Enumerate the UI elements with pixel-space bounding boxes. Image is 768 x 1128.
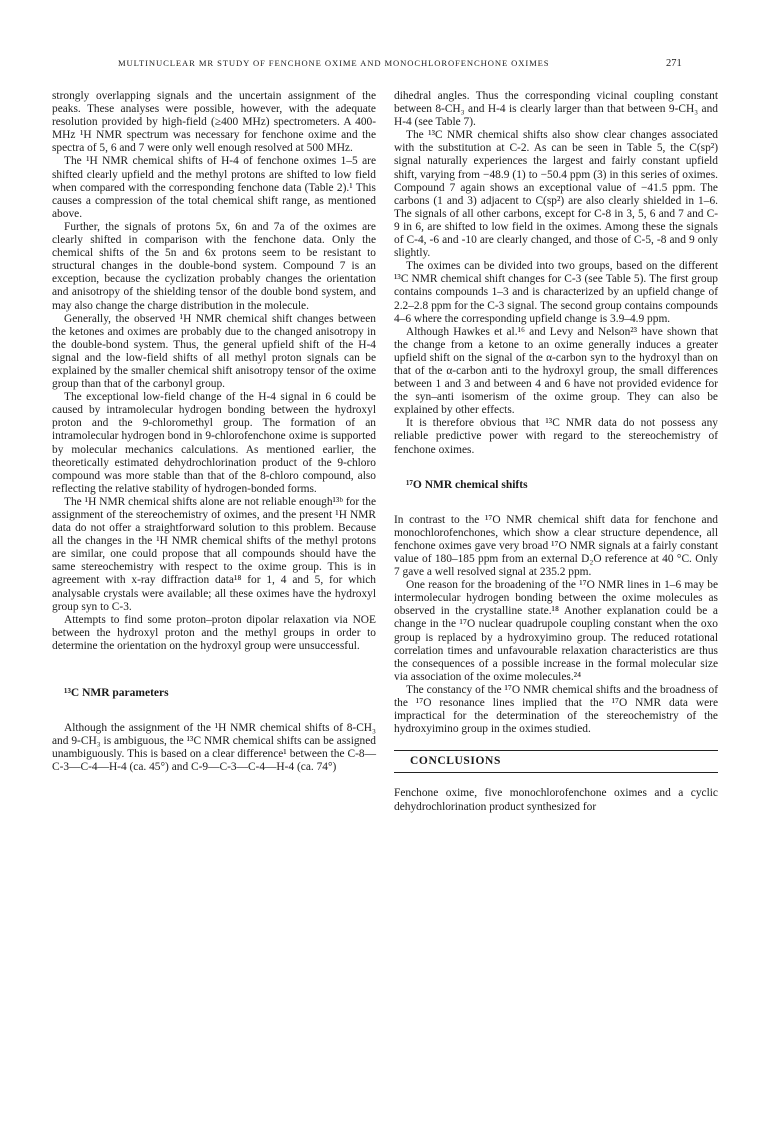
paragraph: Further, the signals of protons 5x, 6n and 7a of the oximes are clearly shifted in comparison with the fenchone data. Only the chemical shifts of the 5n and 6x protons seem to be resistant to structural changes in the double-bond system. Compound 7 is an exception, because the cyclization probably changes the orientation and anisotropy of the shielding tensor of the double bond system, and may also change the charge distribution in the molecule. — [52, 220, 376, 312]
paragraph: dihedral angles. Thus the corresponding vicinal coupling constant between 8-CH₃ and H-4 is clearly larger than that between 9-CH₃ and H-4 (see Table 7). — [394, 90, 718, 129]
paragraph: strongly overlapping signals and the uncertain assignment of the peaks. These analyses were possible, however, with the adequate resolution provided by high-field (≥400 MHz) spectrometers. A 400-MHz ¹H NMR spectrum was necessary for fenchone oxime and the spectra of 5, 6 and 7 were only well enough resolved at 500 MHz. — [52, 90, 376, 155]
section-heading-17o: ¹⁷O NMR chemical shifts — [406, 478, 528, 491]
paragraph: Although the assignment of the ¹H NMR chemical shifts of 8-CH₃ and 9-CH₃ is ambiguous, the ¹³C NMR chemical shifts can be assigned unambiguously. This is based on a clear difference¹ between the C-8—C-3—C-4—H-4 (ca. 45°) and C-9—C-3—C-4—H-4 (ca. 74°) — [52, 722, 376, 774]
left-column — [52, 90, 376, 775]
paragraph: The exceptional low-field change of the H-4 signal in 6 could be caused by intramolecular hydrogen bonding between the hydroxyl proton and the 9-chloromethyl group. The formation of an intramolecular hydrogen bond in 9-chlorofenchone oxime is supported by molecular mechanics calculations. As mentioned earlier, the theoretically estimated dehydrochlorination product of the 9-chloro compound was more stable than that of the 8-chloro compound, also reflecting the relative stability of hydrogen-bonded forms. — [52, 391, 376, 495]
paragraph: The ¹H NMR chemical shifts of H-4 of fenchone oximes 1–5 are shifted clearly upfield and the methyl protons are shifted to low field when compared with the corresponding fenchone data (Table 2).¹ This causes a compression of the total chemical shift range, as mentioned above. — [52, 155, 376, 220]
page-number: 271 — [666, 58, 682, 69]
paragraph: The ¹³C NMR chemical shifts also show clear changes associated with the substitution at C-2. As can be seen in Table 5, the C(sp²) signal naturally experiences the largest and fairly constant upfield shift, varying from −48.9 (1) to −50.4 ppm (3) in this series of oximes. Compound 7 again shows an exceptional value of −41.5 ppm. The carbons (1 and 3) adjacent to C(sp²) are also clearly shielded in 1–6. The signals of all other carbons, except for C-8 in 3, 5, 6 and 7 and C-9 in 6, are shifted to low field in the oximes. Among these the signals of C-4, -6 and -10 are clearly changed, and those of C-5, -8 and 9 only slightly. — [394, 129, 718, 260]
running-header — [0, 58, 768, 74]
paragraph: Although Hawkes et al.¹⁶ and Levy and Nelson²³ have shown that the change from a ketone to an oxime generally induces a greater upfield shift on the signal of the α-carbon syn to the hydroxyl than on that of the α-carbon anti to the hydroxyl group, the small differences between 1 and 3 and between 4 and 6 have not provided evidence for the syn–anti isomerism of the oxime group. They can also be explained by other effects. — [394, 325, 718, 417]
right-column — [394, 90, 718, 814]
paragraph: It is therefore obvious that ¹³C NMR data do not possess any reliable predictive power with regard to the stereochemistry of fenchone oximes. — [394, 417, 718, 456]
paragraph: The ¹H NMR chemical shifts alone are not reliable enough¹³ᵇ for the assignment of the stereochemistry of oximes, and the present ¹H NMR data do not offer a straightforward solution to this problem. Because all the changes in the ¹H NMR chemical shifts of the methyl protons are similar, one could propose that all compounds should have the same stereochemistry with respect to the oxime group. This is in agreement with x-ray diffraction data¹⁸ for 1, 4 and 5, for which analysable crystals were available; all these oximes have the hydroxyl group syn to C-3. — [52, 495, 376, 613]
section-heading-13c: ¹³C NMR parameters — [64, 687, 169, 700]
paragraph: Attempts to find some proton–proton dipolar relaxation via NOE between the hydroxyl proton and the methyl groups in order to determine the orientation on the hydroxyl group were unsuccessful. — [52, 613, 376, 652]
paragraph: Fenchone oxime, five monochlorofenchone oximes and a cyclic dehydrochlorination product synthesized for — [394, 787, 718, 813]
paragraph: In contrast to the ¹⁷O NMR chemical shift data for fenchone and monochlorofenchones, which show a clear structure dependence, all fenchone oximes gave very broad ¹⁷O NMR signals at a fairly constant value of 180–185 ppm from an external D₂O reference at 40 °C. Only 7 gave a well resolved signal at 235.2 ppm. — [394, 513, 718, 579]
paragraph: One reason for the broadening of the ¹⁷O NMR lines in 1–6 may be intermolecular hydrogen bonding between the oxime molecules as observed in the crystalline state.¹⁸ Another explanation could be a change in the ¹⁷O nuclear quadrupole coupling constant when the oxo group is replaced by a hydroxyimino group. The reduced rotational correlation times and unfavourable relaxation characteristics are thus the consequences of a possible increase in the formal molecular size via association of the oxime molecules.²⁴ — [394, 579, 718, 683]
paragraph: The oximes can be divided into two groups, based on the different ¹³C NMR chemical shift changes for C-3 (see Table 5). The first group contains compounds 1–3 and is characterized by an upfield change of 2.2–2.8 ppm for the C-3 signal. The second group contains compounds 4–6 where the corresponding upfield change is 3.9–4.9 ppm. — [394, 260, 718, 325]
paragraph: Generally, the observed ¹H NMR chemical shift changes between the ketones and oximes are probably due to the changed anisotropy in the double-bond system. Thus, the general upfield shift of the H-4 signal and the low-field shifts of all methyl proton signals can be explained by the smaller chemical shift anisotropy tensor of the oxime group than that of the carbonyl group. — [52, 312, 376, 391]
paragraph: The constancy of the ¹⁷O NMR chemical shifts and the broadness of the ¹⁷O resonance lines implied that the ¹⁷O NMR data were impractical for the determination of the stereochemistry of the hydroxyimino group in the oximes studied. — [394, 683, 718, 736]
running-title: MULTINUCLEAR MR STUDY OF FENCHONE OXIME AND MONOCHLOROFENCHONE OXIMES — [118, 58, 550, 68]
section-heading-conclusions: CONCLUSIONS — [394, 750, 718, 773]
